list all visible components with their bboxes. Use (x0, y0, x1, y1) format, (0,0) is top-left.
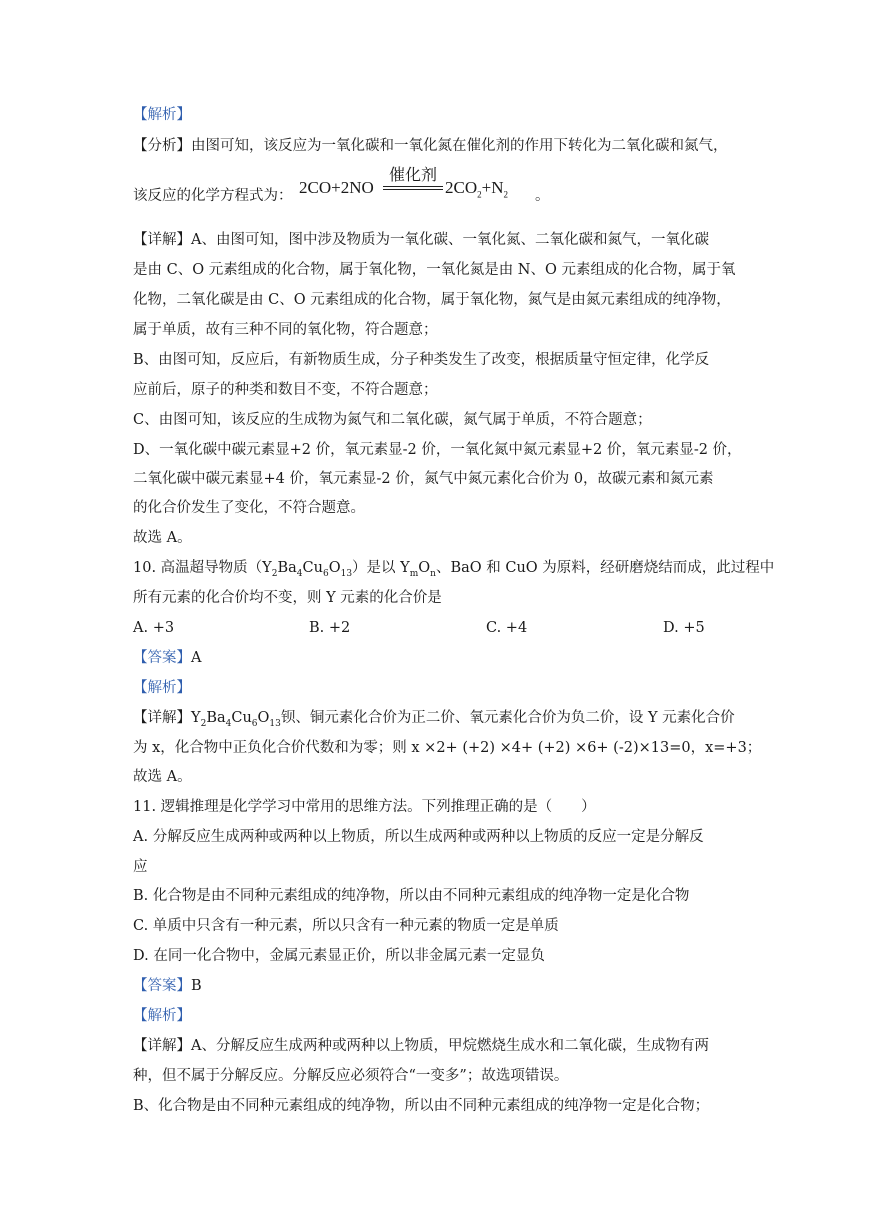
question-11-option-d: D. 在同一化合物中，金属元素显正价，所以非金属元素一定显负 (133, 948, 545, 964)
equals-bar-bottom (383, 189, 443, 190)
equation-reactants: 2CO+2NO (299, 178, 374, 197)
question-11-option-b: B. 化合物是由不同种元素组成的纯净物，所以由不同种元素组成的纯净物一定是化合物 (133, 888, 690, 904)
question-11-stem: 11. 逻辑推理是化学学习中常用的思维方法。下列推理正确的是（ ） (133, 799, 596, 815)
option-c: C. +4 (486, 620, 528, 636)
question-10-detail: 【详解】$Y_2Ba_4Cu_6O_{13}$钡、铜元素化合价为正二价、氧元素化合价为负二价，设 Y 元素化合价 (133, 710, 735, 729)
detail-text-line: 应前后，原子的种类和数目不变，不符合题意； (133, 382, 438, 398)
question-10-analysis-heading: 【解析】 (133, 680, 191, 696)
detail-text-line: 【详解】A、由图可知，图中涉及物质为一氧化碳、一氧化氮、二氧化碳和氮气，一氧化碳 (133, 232, 709, 248)
equals-bar-top (383, 186, 443, 187)
question-11-option-a-cont: 应 (133, 859, 148, 875)
equation-prefix: 该反应的化学方程式为： (133, 188, 293, 204)
catalyst-label: 催化剂 (388, 165, 437, 184)
analysis-summary-text: 【分析】由图可知，该反应为一氧化碳和一氧化氮在催化剂的作用下转化为二氧化碳和氮气， (133, 138, 728, 154)
detail-text-line: 的化合价发生了变化，不符合题意。 (133, 500, 365, 516)
detail-text-line: 属于单质，故有三种不同的氧化物，符合题意； (133, 322, 438, 338)
reaction-arrow (383, 166, 443, 190)
question-11-detail-cont: 种，但不属于分解反应。分解反应必须符合“一变多”；故选项错误。 (133, 1068, 569, 1084)
question-11-detail-b: B、化合物是由不同种元素组成的纯净物，所以由不同种元素组成的纯净物一定是化合物； (133, 1098, 710, 1114)
detail-text-line: 化物，二氧化碳是由 C、O 元素组成的化合物，属于氧化物，氮气是由氮元素组成的纯净物， (133, 292, 731, 308)
question-11-detail: 【详解】A、分解反应生成两种或两种以上物质，甲烷燃烧生成水和二氧化碳，生成物有两 (133, 1038, 709, 1054)
question-10-stem: 10. 高温超导物质$(Y_2Ba_4Cu_6O_{13})$是以 $Y_mO_n$、BaO 和 CuO 为原料，经研磨烧结而成，此过程中 (133, 560, 775, 579)
detail-text-line: D、一氧化碳中碳元素显+2 价，氧元素显-2 价，一氧化氮中氮元素显+2 价，氧元素显-2 价， (133, 442, 742, 458)
question-11-analysis-heading: 【解析】 (133, 1008, 191, 1024)
detail-text-line: 是由 C、O 元素组成的化合物，属于氧化物，一氧化氮是由 N、O 元素组成的化合物，属于氧 (133, 262, 736, 278)
equation-products: $2CO_2+N_2$ (445, 178, 508, 200)
question-10-detail-cont: 为 x，化合物中正负化合价代数和为零；则 x ×2+ (+2) ×4+ (+2) ×6+ (-2)×13=0，x=+3； (133, 740, 762, 756)
detail-text-line: 二氧化碳中碳元素显+4 价，氧元素显-2 价，氮气中氮元素化合价为 0，故碳元素和氮元素 (133, 471, 714, 487)
question-10-conclusion: 故选 A。 (133, 769, 192, 785)
option-d: D. +5 (663, 620, 705, 636)
detail-text-line: B、由图可知，反应后，有新物质生成，分子种类发生了改变，根据质量守恒定律，化学反 (133, 352, 710, 368)
question-11-option-a: A. 分解反应生成两种或两种以上物质，所以生成两种或两种以上物质的反应一定是分解反 (133, 829, 704, 845)
question-11-option-c: C. 单质中只含有一种元素，所以只含有一种元素的物质一定是单质 (133, 918, 559, 934)
equation-end: 。 (535, 188, 550, 204)
option-a: A. +3 (133, 620, 175, 636)
choice-conclusion: 故选 A。 (133, 530, 192, 546)
question-11-answer: 【答案】B (133, 978, 202, 994)
option-b: B. +2 (309, 620, 351, 636)
question-10-answer: 【答案】A (133, 650, 202, 666)
analysis-heading: 【解析】 (133, 107, 191, 123)
detail-text-line: C、由图可知，该反应的生成物为氮气和二氧化碳，氮气属于单质，不符合题意； (133, 412, 652, 428)
question-10-stem-cont: 所有元素的化合价均不变，则 Y 元素的化合价是 (133, 590, 442, 606)
